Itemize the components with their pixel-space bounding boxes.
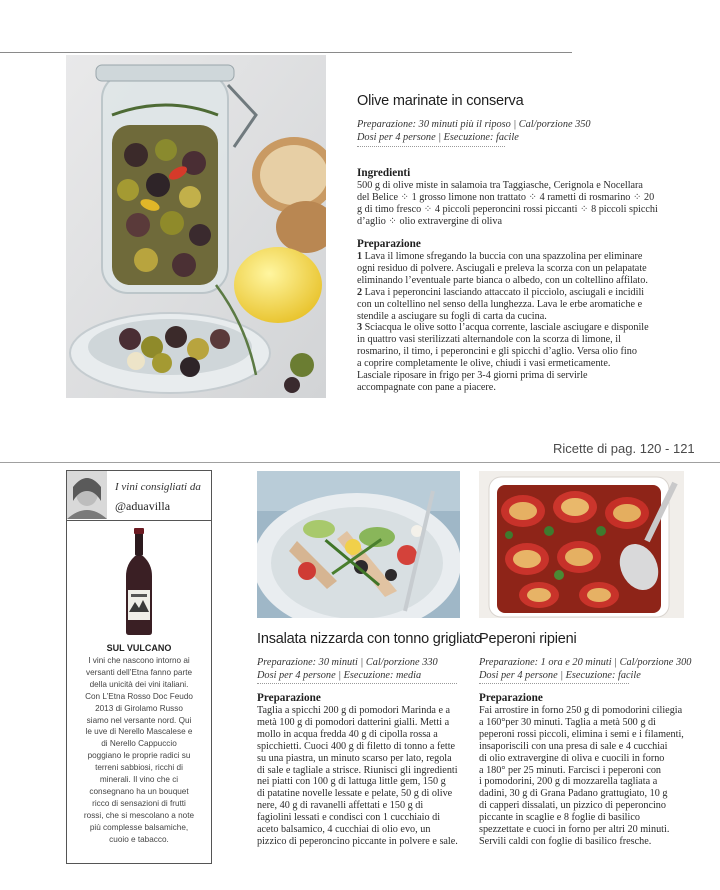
wine-intro: I vini consigliati da bbox=[115, 481, 201, 493]
step-line: in quattro vasi sterilizzati alternandole con la scorza di limone, il bbox=[357, 334, 621, 346]
recipe3-line: di olio extravergine di oliva e cuocili in forno bbox=[479, 752, 665, 764]
ricette-page-label: Ricette di pag. 120 - 121 bbox=[553, 441, 695, 456]
wine-box-header-rule bbox=[66, 520, 212, 521]
recipe3-line: a 180° per 25 minuti. Farcisci i peperoni con bbox=[479, 764, 662, 776]
step-number: 1 bbox=[357, 251, 363, 262]
wine-line: ricco di sensazioni di frutti bbox=[92, 798, 186, 808]
recipe2-preparazione-heading: Preparazione bbox=[257, 692, 321, 704]
step-line: Lasciale riposare in frigo per 3-4 giorni prima di servirle bbox=[357, 370, 588, 382]
recipe2-meta-rule bbox=[257, 683, 457, 684]
recipe3-line: piccante in scaglie e 8 foglie di basilico bbox=[479, 812, 640, 824]
recipe3-line: insaporiscili con una presa di sale e 4 cucchiai bbox=[479, 740, 668, 752]
wine-line: più complesse balsamiche, bbox=[89, 822, 189, 832]
recipe3-line: peperoni rossi piccoli, elimina i semi e i filamenti, bbox=[479, 728, 684, 740]
recipe2-line: Taglia a spicchi 200 g di pomodori Marinda e a bbox=[257, 705, 451, 716]
recipe1-ingredienti-heading: Ingredienti bbox=[357, 167, 411, 179]
wine-line: I vini che nascono intorno ai bbox=[88, 656, 190, 665]
recipe3-body bbox=[479, 705, 715, 848]
step-number: 3 bbox=[357, 322, 363, 334]
recipe1-steps bbox=[357, 251, 677, 394]
recipe1-preparazione-heading: Preparazione bbox=[357, 238, 421, 250]
recipe2-line: fagiolini lessati e condisci con 1 cucchiaio di bbox=[257, 812, 441, 824]
wine-line: poggiano le proprie radici su bbox=[87, 751, 191, 761]
wine-line: le uve di Nerello Mascalese e bbox=[85, 727, 193, 737]
recipe3-title: Peperoni ripieni bbox=[479, 631, 577, 647]
recipe2-line: di patatine novelle lessate e pelate, 50 g di olive bbox=[257, 788, 453, 800]
recipe3-preparazione-heading: Preparazione bbox=[479, 692, 543, 704]
wine-line: consegnano ha un bouquet bbox=[89, 786, 189, 796]
recipe2-meta-prep: Preparazione: 30 minuti | Cal/porzione 330 bbox=[257, 657, 438, 668]
step-line: stendile a asciugare su fogli di carta da cucina. bbox=[357, 310, 547, 322]
wine-line: versanti dell’Etna fanno parte bbox=[85, 667, 193, 677]
recipe3-line: i pomodorini, 200 g di mozzarella tagliata a bbox=[479, 776, 658, 788]
ingredienti-line: 500 g di olive miste in salamoia tra Taggiasche, Cerignola e Nocellara bbox=[357, 180, 643, 191]
recipe3-line: dadini, 30 g di Grana Padano grattugiato, 10 g bbox=[479, 788, 668, 800]
recipe3-line: spezzettate e cuoci in forno per altri 20 minuti. bbox=[479, 824, 670, 836]
wine-author-handle: @aduavilla bbox=[115, 499, 171, 513]
wine-line: di Nerello Cappuccio bbox=[101, 739, 177, 749]
step-line: 1 Lava il limone sfregando la buccia con una spazzolina per eliminare bbox=[357, 251, 643, 262]
recipe3-meta-prep: Preparazione: 1 ora e 20 minuti | Cal/porzione 300 bbox=[479, 657, 692, 668]
wine-line: della unicità dei vini italiani. bbox=[89, 679, 189, 689]
step-line: accompagnate con pane a piacere. bbox=[357, 381, 496, 393]
recipe2-line: aceto balsamico, 4 cucchiai di olio evo, un bbox=[257, 824, 431, 836]
step-line: eliminando l’eventuale parte bianca o albedo, con un coltellino affilato. bbox=[357, 274, 648, 286]
recipe2-line: nere, 40 g di ravanelli affettati e 150 g di bbox=[257, 800, 424, 812]
recipe2-title: Insalata nizzarda con tonno grigliato bbox=[257, 631, 482, 647]
section-rule bbox=[0, 462, 720, 463]
step-line: rosmarino, il timo, i peperoncini e gli spicchi d’aglio. Versa olio fino bbox=[357, 346, 637, 358]
recipe3-meta-rule bbox=[479, 683, 629, 684]
step-line: 2 Lava i peperoncini lasciando attaccato il picciolo, asciugali e incidili bbox=[357, 286, 645, 298]
olives-jar-photo bbox=[66, 55, 326, 398]
recipe3-meta-dosi: Dosi per 4 persone | Esecuzione: facile bbox=[479, 670, 641, 681]
step-line: con un coltellino nel senso della lunghezza. Lava le erbe aromatiche e bbox=[357, 298, 643, 310]
step-line: a coprire completamente le olive, chiudi i vasi ermeticamente. bbox=[357, 358, 611, 370]
recipe2-line: mollo in acqua fredda 40 g di cipolla rossa a bbox=[257, 728, 438, 740]
wine-section-title: SUL VULCANO bbox=[106, 643, 172, 653]
wine-line: 2013 di Girolamo Russo bbox=[95, 703, 183, 713]
wine-line: minerali. Il vino che ci bbox=[99, 775, 179, 785]
recipe2-line: metà 100 g di pomodori datterini gialli. Metti a bbox=[257, 716, 450, 728]
recipe2-meta-dosi: Dosi per 4 persone | Esecuzione: media bbox=[257, 670, 422, 681]
stuffed-peppers-photo bbox=[479, 471, 684, 618]
recipe3-line: Fai arrostire in forno 250 g di pomodorini ciliegia bbox=[479, 705, 683, 716]
recipe1-ingredienti bbox=[357, 180, 677, 228]
recipe3-line: Servili caldi con foglie di basilico fresche. bbox=[479, 835, 652, 847]
step-number: 2 bbox=[357, 286, 363, 298]
recipe2-line: nei piatti con 100 g di lattuga little gem, 150 g bbox=[257, 776, 446, 788]
recipe2-line: di sale e tagliale a strisce. Riunisci gli ingredienti bbox=[257, 764, 458, 776]
recipe1-title: Olive marinate in conserva bbox=[357, 93, 524, 109]
recipe1-meta-dosi: Dosi per 4 persone | Esecuzione: facile bbox=[357, 132, 519, 143]
wine-description bbox=[68, 655, 210, 846]
recipe2-line: spicchietti. Cuoci 400 g di filetto di tonno a fette bbox=[257, 740, 456, 752]
recipe1-meta-rule bbox=[357, 146, 505, 147]
wine-line: siamo nel versante nord. Qui bbox=[86, 715, 192, 725]
recipe1-meta-prep: Preparazione: 30 minuti più il riposo | Cal/porzione 350 bbox=[357, 119, 591, 130]
step-line: 3 Sciacqua le olive sotto l’acqua corrente, lasciale asciugare e disponile bbox=[357, 322, 649, 334]
top-rule bbox=[0, 52, 572, 53]
wine-line: terreni sabbiosi, ricchi di bbox=[95, 763, 183, 773]
wine-bottle-photo bbox=[121, 528, 157, 636]
ingredienti-line: d’aglio ⁘ olio extravergine di oliva bbox=[357, 215, 502, 227]
ingredienti-line: del Belice ⁘ 1 grosso limone non trattato ⁘ 4 rametti di rosmarino ⁘ 20 bbox=[357, 191, 655, 203]
wine-line: rossi, che si mescolano a note bbox=[83, 810, 195, 820]
step-line: ogni residuo di polvere. Asciugali e preleva la scorza con un pelapatate bbox=[357, 262, 647, 274]
nicoise-salad-photo bbox=[257, 471, 460, 618]
author-avatar bbox=[67, 471, 107, 519]
recipe3-line: a 160°per 30 minuti. Taglia a metà 500 g di bbox=[479, 716, 656, 728]
recipe2-line: pizzico di peperoncino piccante in polvere e sale. bbox=[257, 835, 458, 847]
recipe2-line: su una piastra, un minuto scarso per lato, regola bbox=[257, 752, 452, 764]
recipe2-body bbox=[257, 705, 467, 848]
wine-line: cuoio e tabacco. bbox=[109, 834, 169, 844]
wine-line: Con L’Etna Rosso Doc Feudo bbox=[85, 691, 193, 701]
recipe3-line: di capperi dissalati, un pizzico di peperoncino bbox=[479, 800, 666, 812]
ingredienti-line: g di timo fresco ⁘ 4 piccoli peperoncini rossi piccanti ⁘ 8 piccoli spicchi bbox=[357, 203, 658, 215]
